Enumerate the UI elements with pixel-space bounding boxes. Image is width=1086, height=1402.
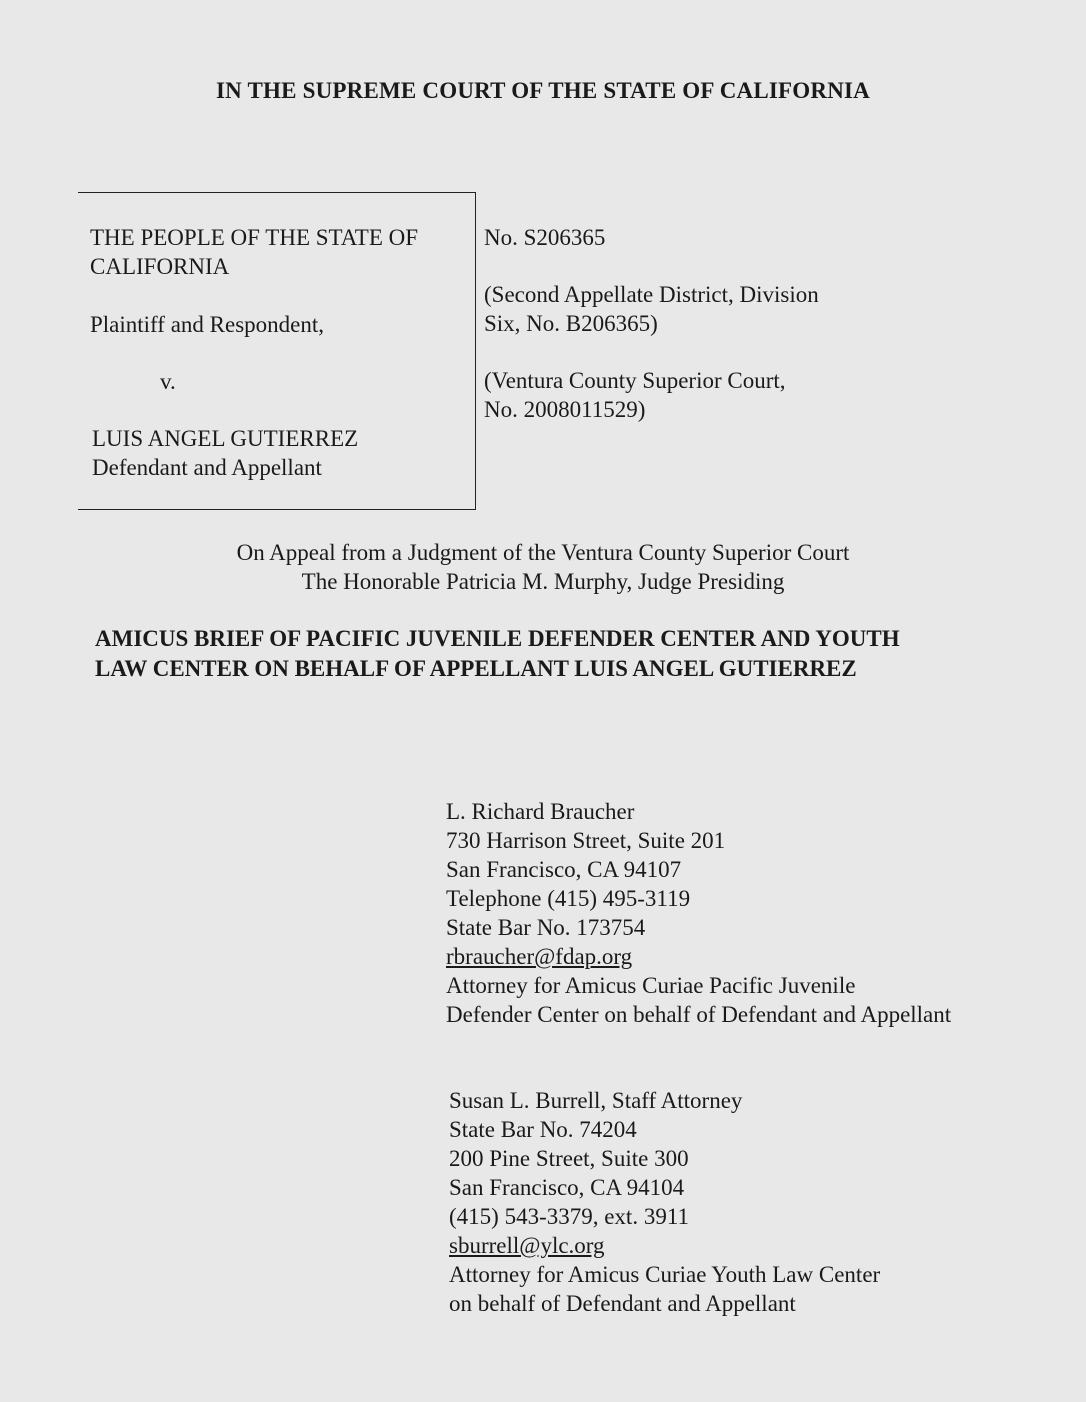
attorney1-bar-number: State Bar No. 173754 xyxy=(446,915,646,940)
defendant-name: LUIS ANGEL GUTIERREZ xyxy=(92,426,359,451)
attorney1-name: L. Richard Braucher xyxy=(446,799,635,824)
attorney1-role-line2: Defender Center on behalf of Defendant and Appellant xyxy=(446,1002,952,1027)
appeal-line1: On Appeal from a Judgment of the Ventura County Superior Court xyxy=(236,540,850,565)
attorney2-address: 200 Pine Street, Suite 300 xyxy=(449,1146,689,1171)
attorney2-email[interactable]: sburrell@ylc.org xyxy=(449,1233,605,1258)
attorney1-email[interactable]: rbraucher@fdap.org xyxy=(446,944,633,969)
attorney2-city: San Francisco, CA 94104 xyxy=(449,1175,685,1200)
defendant-role: Defendant and Appellant xyxy=(92,455,322,480)
attorney1-city: San Francisco, CA 94107 xyxy=(446,857,682,882)
versus: v. xyxy=(160,369,176,394)
attorney2-bar-number: State Bar No. 74204 xyxy=(449,1117,637,1142)
attorney2-role-line1: Attorney for Amicus Curiae Youth Law Center xyxy=(449,1262,881,1287)
attorney1-phone: Telephone (415) 495-3119 xyxy=(446,886,691,911)
appellate-district-line1: (Second Appellate District, Division xyxy=(484,282,819,307)
appellate-district-line2: Six, No. B206365) xyxy=(484,311,658,336)
plaintiff-name-line1: THE PEOPLE OF THE STATE OF xyxy=(90,225,419,250)
attorney2-name: Susan L. Burrell, Staff Attorney xyxy=(449,1088,743,1113)
court-title: IN THE SUPREME COURT OF THE STATE OF CALIFORNIA xyxy=(216,78,870,103)
attorney1-role-line1: Attorney for Amicus Curiae Pacific Juvenile xyxy=(446,973,856,998)
brief-title xyxy=(95,624,1015,684)
superior-court-line2: No. 2008011529) xyxy=(484,397,646,422)
case-number: No. S206365 xyxy=(484,225,606,250)
brief-title-line2: LAW CENTER ON BEHALF OF APPELLANT LUIS ANGEL GUTIERREZ xyxy=(95,656,857,681)
brief-title-line1: AMICUS BRIEF OF PACIFIC JUVENILE DEFENDER CENTER AND YOUTH xyxy=(95,626,900,651)
attorney2-phone: (415) 543-3379, ext. 3911 xyxy=(449,1204,689,1229)
attorney2-role-line2: on behalf of Defendant and Appellant xyxy=(449,1291,796,1316)
superior-court-line1: (Ventura County Superior Court, xyxy=(484,368,786,393)
attorney1-block xyxy=(446,797,951,1029)
appeal-line2: The Honorable Patricia M. Murphy, Judge Presiding xyxy=(301,569,785,594)
attorney1-address: 730 Harrison Street, Suite 201 xyxy=(446,828,726,853)
attorney2-block xyxy=(449,1086,880,1318)
plaintiff-role: Plaintiff and Respondent, xyxy=(90,312,325,337)
plaintiff-name-line2: CALIFORNIA xyxy=(90,254,230,279)
